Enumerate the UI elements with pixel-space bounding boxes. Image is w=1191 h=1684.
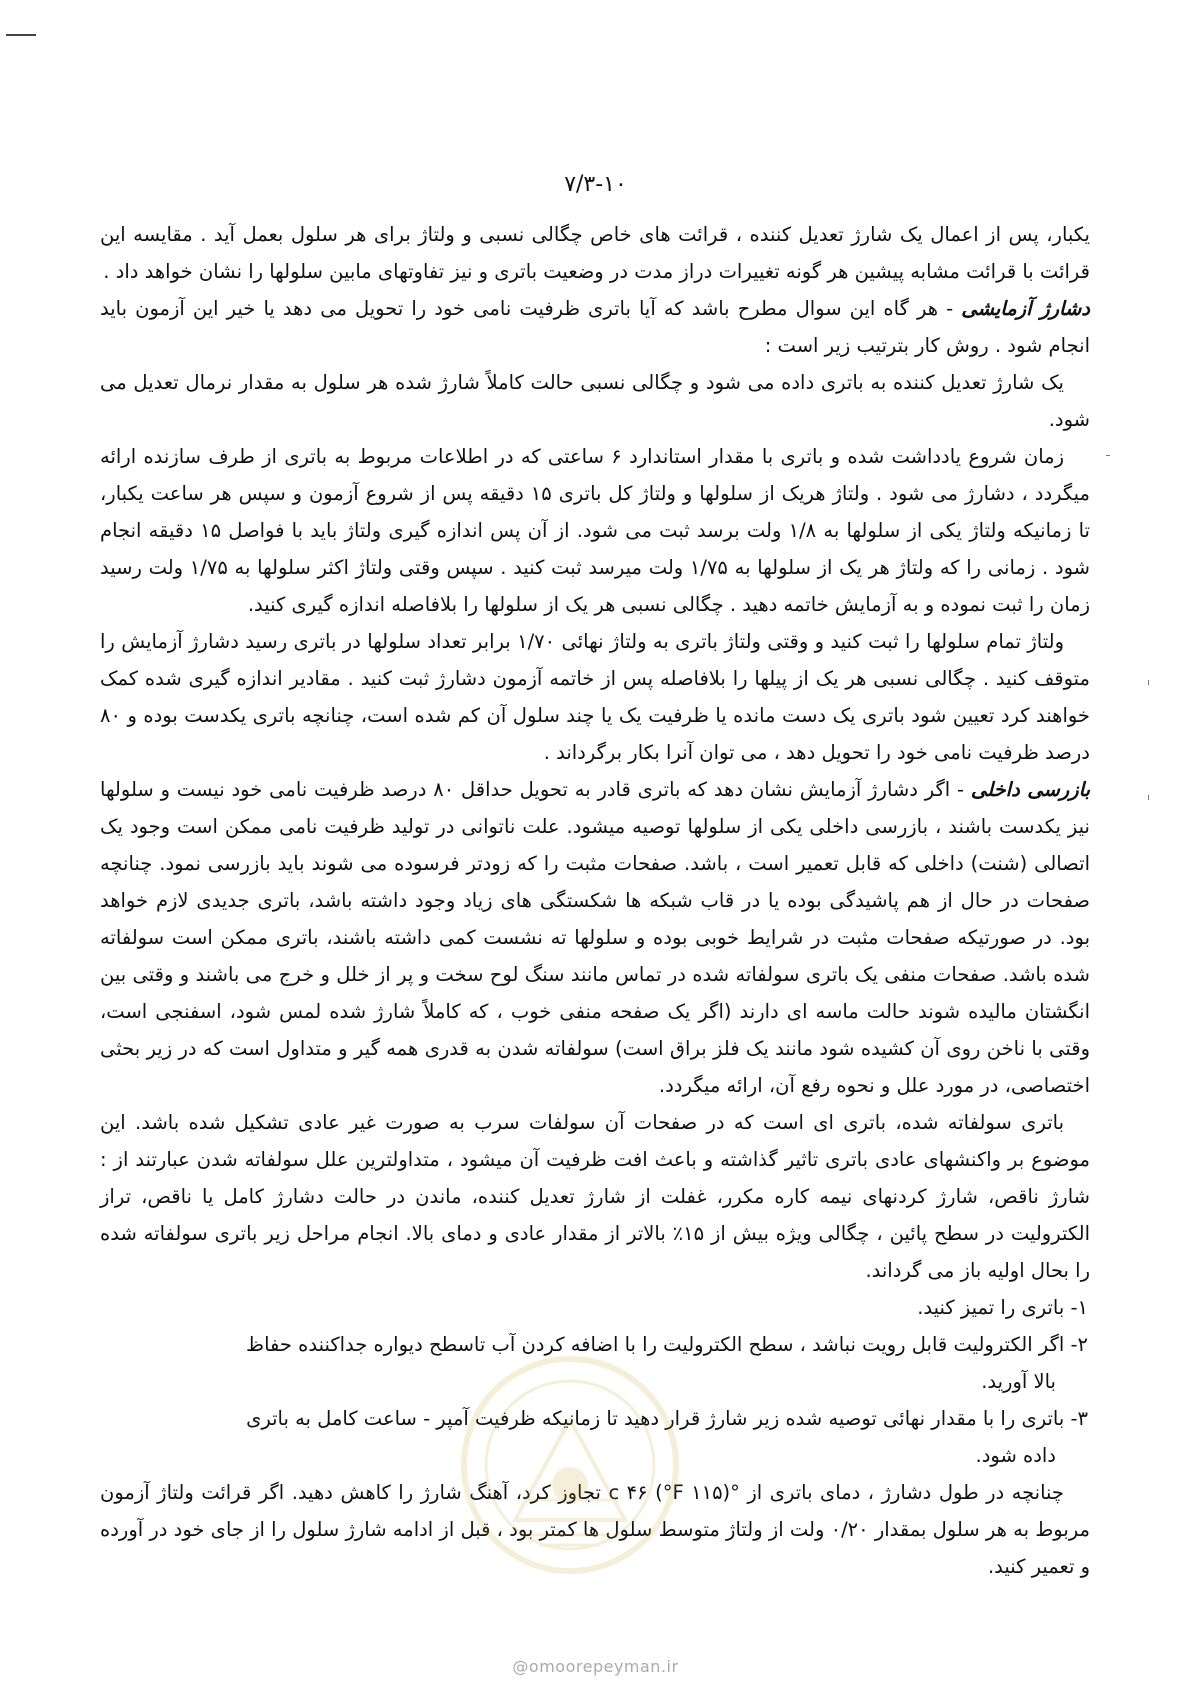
- paragraph-8: چنانچه در طول دشارژ ، دمای باتری از °c ۴۶ (°F ۱۱۵) تجاوز کرد، آهنگ شارژ را کاهش دهید. اگر قرائت ولتاژ آزمون مربوط به هر سلول بمقدار ۰/۲۰ ولت از ولتاژ متوسط سلول ها کمتر بود ، قبل از ادامه شارژ سلول را از جای خود در آورده و تعمیر کنید.: [100, 1481, 1090, 1578]
- step-3: ۳- باتری را با مقدار نهائی توصیه شده زیر شارژ قرار دهید تا زمانیکه ظرفیت آمپر - ساعت کامل به باتری: [246, 1407, 1088, 1430]
- footer-url: @omoorepeyman.ir: [512, 1657, 679, 1676]
- term-test-discharge: دشارژ آزمایشی: [961, 297, 1090, 320]
- step-2-continuation: بالا آورید.: [981, 1370, 1056, 1393]
- paragraph-internal-inspection: [100, 771, 1090, 1104]
- corner-mark: [6, 34, 36, 36]
- paragraph-7: باتری سولفاته شده، باتری ای است که در صفحات آن سولفات سرب به صورت غیر عادی تشکیل شده باشد. این موضوع بر واکنشهای عادی باتری تاثیر گذاشته و باعث افت ظرفیت آن میشود ، متداولترین علل سولفاته شدن عبارتند از : شارژ ناقص، شارژ کردنهای نیمه کاره مکرر، غفلت از شارژ تعدیل کننده، ماندن در حالت دشارژ کامل یا ناقص، تراز الکترولیت در سطح پائین ، چگالی ویژه بیش از ۱۵٪ بالاتر از مقدار عادی و دمای بالا. انجام مراحل زیر باتری سولفاته شده را بحال اولیه باز می گرداند.: [100, 1111, 1090, 1282]
- watermark-logo: [455, 1350, 685, 1580]
- paragraph-1: یکبار، پس از اعمال یک شارژ تعدیل کننده ، قرائت های خاص چگالی نسبی و ولتاژ برای هر سلول بعمل آید . مقایسه این قرائت با قرائت مشابه پیشین هر گونه تغییرات دراز مدت در وضعیت باتری و نیز تفاوتهای مابین سلولها را نشان خواهد داد .: [100, 223, 1090, 283]
- paragraph-4: زمان شروع یادداشت شده و باتری با مقدار استاندارد ۶ ساعتی که در اطلاعات مربوط به باتری از طرف سازنده ارائه میگردد ، دشارژ می شود . ولتاژ هریک از سلولها و ولتاژ کل باتری ۱۵ دقیقه پس از شروع آزمون و سپس هر ساعت یکبار، تا زمانیکه ولتاژ یکی از سلولها به ۱/۸ ولت برسد ثبت می شود. از آن پس اندازه گیری ولتاژ باید با فواصل ۱۵ دقیقه انجام شود . زمانی را که ولتاژ هر یک از سلولها به ۱/۷۵ ولت میرسد ثبت کنید . سپس وقتی ولتاژ اکثر سلولها به ۱/۷۵ ولت رسید زمان را ثبت نموده و به آزمایش خاتمه دهید . چگالی نسبی هر یک از سلولها را بلافاصله اندازه گیری کنید.: [100, 445, 1090, 616]
- page-number: ۷/۳-۱۰: [564, 172, 627, 197]
- paragraph-test-discharge: [100, 290, 1090, 364]
- step-3-continuation: داده شود.: [975, 1444, 1056, 1467]
- term-internal-inspection: بازرسی داخلی: [970, 778, 1090, 801]
- paragraph-5: ولتاژ تمام سلولها را ثبت کنید و وقتی ولتاژ باتری به ولتاژ نهائی ۱/۷۰ برابر تعداد سلولها در باتری رسید دشارژ آزمایش را متوقف کنید . چگالی نسبی هر یک از پیلها را بلافاصله پس از خاتمه آزمون دشارژ ثبت کنید . مقادیر اندازه گیری شده کمک خواهند کرد تعیین شود باتری یک دست مانده یا ظرفیت یک یا چند سلول آن کم شده است، چنانچه باتری یکدست بوده و ۸۰ درصد ظرفیت نامی خود را تحویل دهد ، می توان آنرا بکار برگرداند .: [100, 630, 1090, 764]
- scan-mark: [1148, 795, 1149, 800]
- step-2: ۲- اگر الکترولیت قابل رویت نباشد ، سطح الکترولیت را با اضافه کردن آب تاسطح دیواره جداکننده حفاظ: [246, 1333, 1088, 1356]
- scan-mark: [1106, 455, 1110, 456]
- internal-inspection-text: - اگر دشارژ آزمایش نشان دهد که باتری قادر به تحویل حداقل ۸۰ درصد ظرفیت نامی خود نیست و سلولها نیز یکدست باشند ، بازرسی داخلی یکی از سلولها توصیه میشود. علت ناتوانی در تولید ظرفیت نامی ممکن است وجود یک اتصالی (شنت) داخلی که قابل تعمیر است ، باشد. صفحات مثبت را که زودتر فرسوده می شوند باید بازرسی نمود. چنانچه صفحات در حال از هم پاشیدگی بوده یا در قاب شبکه ها شکستگی های زیاد وجود داشته باشد، باتری جدیدی لازم خواهد بود. در صورتیکه صفحات مثبت در شرایط خوبی بوده و سلولها ته نشست کمی داشته باشند، باتری ممکن است سولفاته شده باشد. صفحات منفی یک باتری سولفاته شده در تماس مانند سنگ لوح سخت و پر از خلل و خرج می باشند و وقتی بین انگشتان مالیده شوند حالت ماسه ای دارند (اگر یک صفحه منفی خوب ، که کاملاً شارژ شده لمس شود، اسفنجی است، وقتی با ناخن روی آن کشیده شود مانند یک فلز براق است) سولفاته شدن به قدری همه گیر و متداول است که در زیر بحثی اختصاصی، در مورد علل و نحوه رفع آن، ارائه میگردد.: [100, 778, 1090, 1097]
- step-1: ۱- باتری را تمیز کنید.: [917, 1296, 1088, 1319]
- paragraph-3: یک شارژ تعدیل کننده به باتری داده می شود و چگالی نسبی حالت کاملاً شارژ شده هر سلول به مقدار نرمال تعدیل می شود.: [100, 371, 1090, 431]
- scan-mark: [1148, 680, 1149, 685]
- test-discharge-text: - هر گاه این سوال مطرح باشد که آیا باتری ظرفیت نامی خود را تحویل می دهد یا خیر این آزمون باید انجام شود . روش کار بترتیب زیر است :: [100, 297, 1090, 357]
